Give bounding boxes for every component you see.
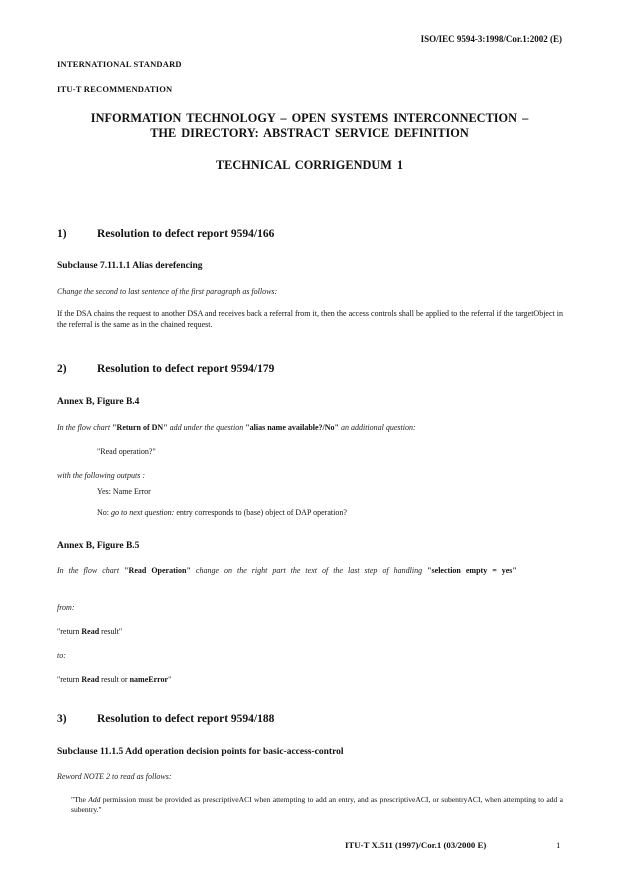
annex-b5-instruction <box>57 565 563 576</box>
instr-bold-alias-name: "alias name available?/No" <box>245 423 339 432</box>
section-1-instruction: Change the second to last sentence of the first paragraph as follows: <box>57 287 278 296</box>
annex-b4-heading: Annex B, Figure B.4 <box>57 397 140 407</box>
section-2-number: 2) <box>57 363 67 375</box>
document-title-line-2: THE DIRECTORY: ABSTRACT SERVICE DEFINITION <box>150 126 469 140</box>
section-3-title: Resolution to defect report 9594/188 <box>97 713 275 725</box>
annex-b5-from-text <box>57 627 122 636</box>
instr-bold-read-operation: "Read Operation" <box>124 566 191 575</box>
annex-b5-from-label: from: <box>57 603 75 612</box>
document-subtitle: TECHNICAL CORRIGENDUM 1 <box>215 158 404 172</box>
section-3-number: 3) <box>57 713 67 725</box>
section-1-subclause: Subclause 7.11.1.1 Alias derefencing <box>57 261 203 271</box>
to-text: "return <box>57 675 82 684</box>
instr-text: In the flow chart <box>57 566 125 575</box>
annex-b4-instruction <box>57 423 416 432</box>
section-2-title: Resolution to defect report 9594/179 <box>97 363 275 375</box>
annex-b5-to-label: to: <box>57 651 66 660</box>
from-bold-read: Read <box>81 627 100 636</box>
itu-t-recommendation-label: ITU-T RECOMMENDATION <box>57 84 173 94</box>
instr-text: In the flow chart <box>57 423 113 432</box>
page-number: 1 <box>556 840 561 850</box>
section-3-quote <box>71 795 563 815</box>
quote-italic-add: Add <box>88 795 101 804</box>
annex-b4-yes-output: Yes: Name Error <box>97 487 151 496</box>
instr-text: change on the right part the text of the last step of handling <box>190 566 428 575</box>
document-title-line-1: INFORMATION TECHNOLOGY – OPEN SYSTEMS INTERCONNECTION – <box>90 111 529 125</box>
no-italic: go to next question: <box>111 508 175 517</box>
document-id-header: ISO/IEC 9594-3:1998/Cor.1:2002 (E) <box>420 34 562 44</box>
section-1-body: If the DSA chains the request to another DSA and receives back a referral from it, then the access controls shall be applied to the referral if the targetObject in the referral is the same as in the chained request. <box>57 309 563 329</box>
to-text: result or <box>99 675 130 684</box>
instr-text: add under the question <box>167 423 246 432</box>
quote-text: "The <box>71 795 89 804</box>
no-prefix: No: <box>97 508 111 517</box>
annex-b4-question: "Read operation?" <box>97 447 156 456</box>
instr-bold-selection-empty: "selection empty = yes" <box>427 566 517 575</box>
to-bold-read: Read <box>81 675 100 684</box>
section-3-subclause: Subclause 11.1.5 Add operation decision points for basic-access-control <box>57 747 344 757</box>
instr-bold-return-of-dn: "Return of DN" <box>112 423 168 432</box>
to-bold-nameerror: nameError <box>129 675 169 684</box>
section-1-number: 1) <box>57 228 67 240</box>
from-text: "return <box>57 627 82 636</box>
annex-b5-to-text <box>57 675 171 684</box>
section-3-instruction: Reword NOTE 2 to read as follows: <box>57 772 172 781</box>
from-text: result" <box>99 627 123 636</box>
quote-text: permission must be provided as prescriptiveACI when attempting to add an entry, and as prescriptiveACI, or subentryACI, when attempting to add a subentry." <box>71 795 563 814</box>
annex-b5-heading: Annex B, Figure B.5 <box>57 541 140 551</box>
international-standard-label: INTERNATIONAL STANDARD <box>57 59 182 69</box>
annex-b4-no-output <box>97 508 347 517</box>
section-1-title: Resolution to defect report 9594/166 <box>97 228 275 240</box>
footer-reference: ITU-T X.511 (1997)/Cor.1 (03/2000 E) <box>345 840 487 850</box>
instr-text: an additional question: <box>338 423 416 432</box>
no-rest: entry corresponds to (base) object of DAP operation? <box>174 508 347 517</box>
to-text: " <box>168 675 172 684</box>
annex-b4-outputs-label: with the following outputs : <box>57 471 146 480</box>
